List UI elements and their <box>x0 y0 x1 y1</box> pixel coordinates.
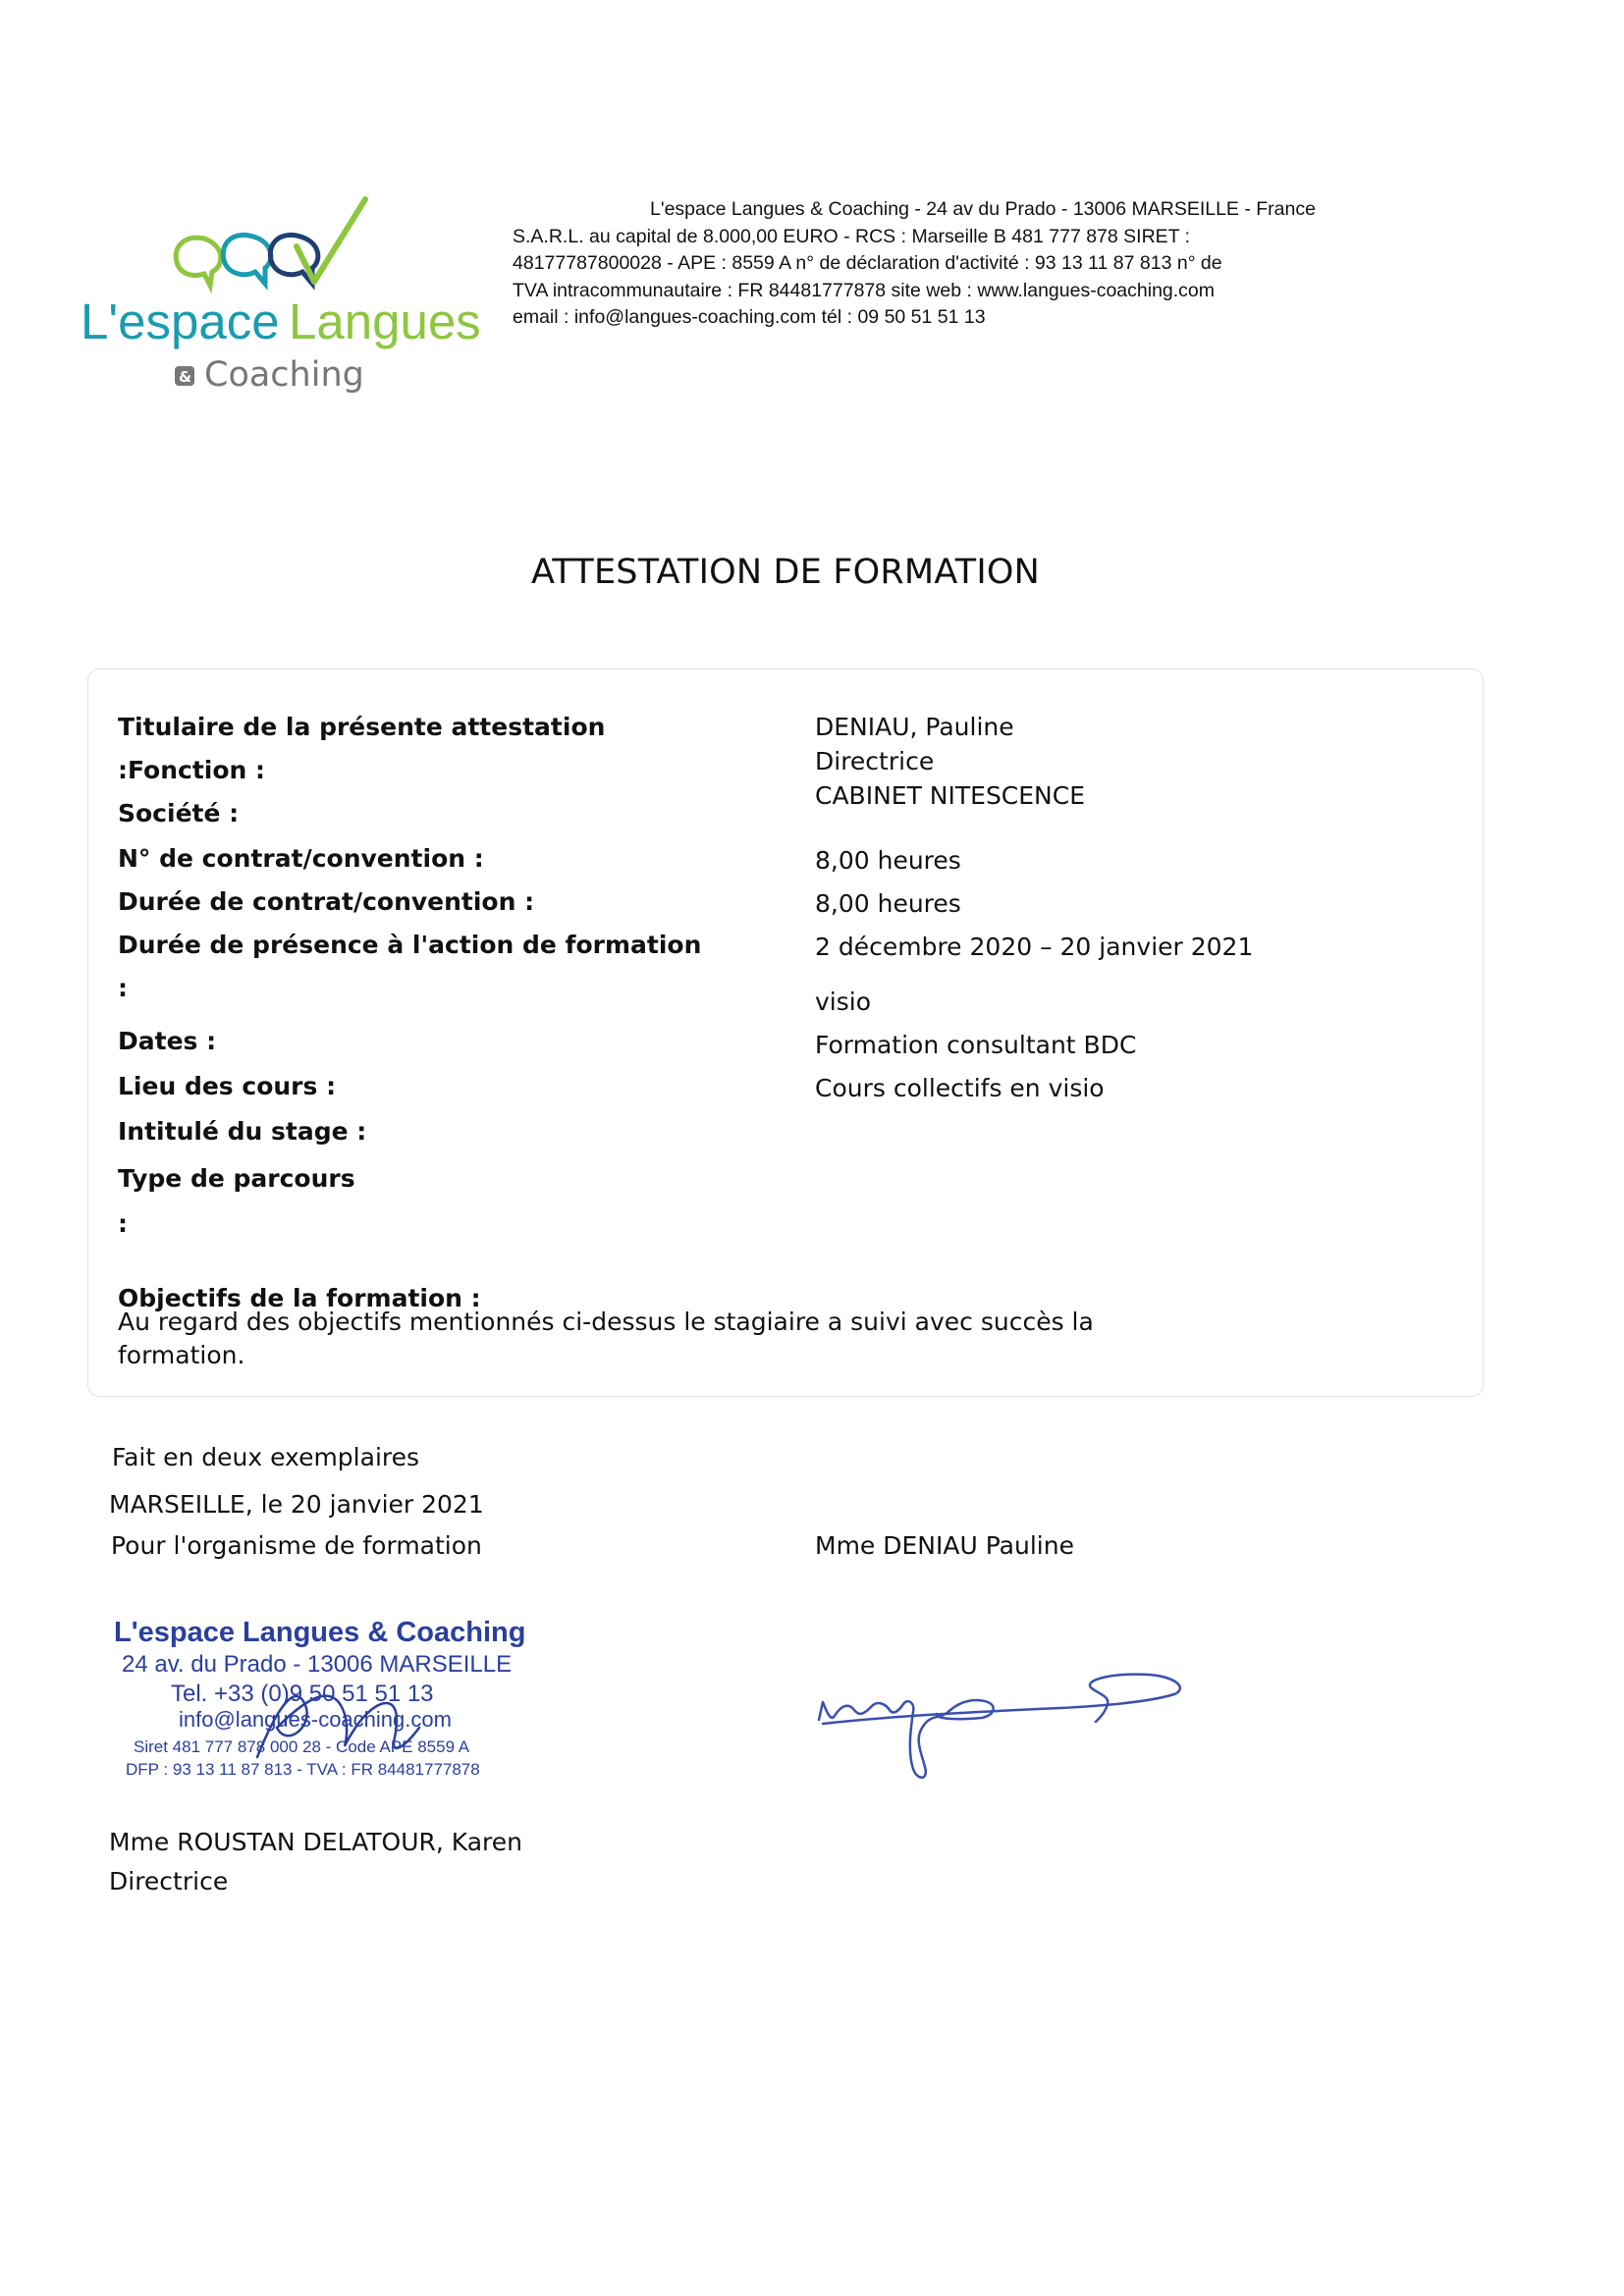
label-societe: Société : <box>118 799 240 828</box>
stagiaire-name: Mme DENIAU Pauline <box>815 1531 1074 1560</box>
stamp-line-4: info@langues-coaching.com <box>179 1707 452 1732</box>
label-lieu: Lieu des cours : <box>118 1072 337 1100</box>
label-duree-presence: Durée de présence à l'action de formation <box>118 931 702 959</box>
value-heures-2: 8,00 heures <box>815 889 961 918</box>
conclusion-line-2: formation. <box>118 1341 245 1369</box>
fait-en-deux-exemplaires: Fait en deux exemplaires <box>112 1443 420 1471</box>
company-info-line-3: 48177787800028 - APE : 8559 A n° de déclaration d'activité : 93 13 11 87 813 n° de <box>513 252 1222 274</box>
label-type-parcours: Type de parcours <box>118 1164 355 1193</box>
label-type-parcours-colon: : <box>118 1209 128 1238</box>
stamp-line-1: L'espace Langues & Coaching <box>114 1617 526 1648</box>
value-societe: CABINET NITESCENCE <box>815 781 1086 810</box>
company-info-line-4: TVA intracommunautaire : FR 84481777878 site web : www.langues-coaching.com <box>513 279 1216 301</box>
ampersand-icon <box>175 366 194 386</box>
lieu-date: MARSEILLE, le 20 janvier 2021 <box>109 1490 484 1519</box>
stamp-line-2: 24 av. du Prado - 13006 MARSEILLE <box>122 1651 513 1678</box>
stamp-line-5: Siret 481 777 878 000 28 - Code APE 8559 A <box>134 1737 470 1756</box>
page-title: ATTESTATION DE FORMATION <box>531 553 1040 592</box>
label-duree-presence-colon: : <box>118 974 128 1002</box>
pour-organisme: Pour l'organisme de formation <box>111 1531 482 1560</box>
label-objectifs: Objectifs de la formation : <box>118 1284 481 1312</box>
company-stamp <box>110 1610 527 1796</box>
value-type-parcours: Cours collectifs en visio <box>815 1074 1105 1102</box>
label-fonction: :Fonction : <box>118 756 266 784</box>
value-intitule: Formation consultant BDC <box>815 1031 1137 1059</box>
value-heures-1: 8,00 heures <box>815 846 961 875</box>
label-dates: Dates : <box>118 1027 217 1055</box>
label-duree-contrat: Durée de contrat/convention : <box>118 887 535 916</box>
speech-bubbles-icon <box>176 199 365 286</box>
company-info-line-2: S.A.R.L. au capital de 8.000,00 EURO - RCS : Marseille B 481 777 878 SIRET : <box>513 225 1191 247</box>
company-info-line-5: email : info@langues-coaching.com tél : 09 50 51 51 13 <box>513 306 986 328</box>
signataire-name: Mme ROUSTAN DELATOUR, Karen <box>109 1828 522 1856</box>
label-intitule: Intitulé du stage : <box>118 1117 367 1146</box>
value-fonction: Directrice <box>815 747 935 775</box>
company-logo <box>79 191 501 402</box>
logo-text-langues: Langues <box>289 294 481 349</box>
value-name: DENIAU, Pauline <box>815 713 1014 741</box>
conclusion-line-1: Au regard des objectifs mentionnés ci-dessus le stagiaire a suivi avec succès la <box>118 1308 1094 1336</box>
value-lieu: visio <box>815 988 872 1016</box>
logo-text-coaching: Coaching <box>204 355 364 395</box>
logo-text-espace: L'espace <box>81 294 280 349</box>
stamp-line-6: DFP : 93 13 11 87 813 - TVA : FR 84481777878 <box>126 1760 480 1779</box>
company-info-line-1: L'espace Langues & Coaching - 24 av du Prado - 13006 MARSEILLE - France <box>650 198 1316 220</box>
label-titulaire: Titulaire de la présente attestation <box>118 713 606 741</box>
signature <box>815 1659 1188 1796</box>
stamp-line-3: Tel. +33 (0)9 50 51 51 13 <box>171 1681 434 1707</box>
label-contrat: N° de contrat/convention : <box>118 844 484 873</box>
svg-text:&: & <box>179 368 192 386</box>
value-dates: 2 décembre 2020 – 20 janvier 2021 <box>815 933 1254 961</box>
signataire-fonction: Directrice <box>109 1867 229 1896</box>
